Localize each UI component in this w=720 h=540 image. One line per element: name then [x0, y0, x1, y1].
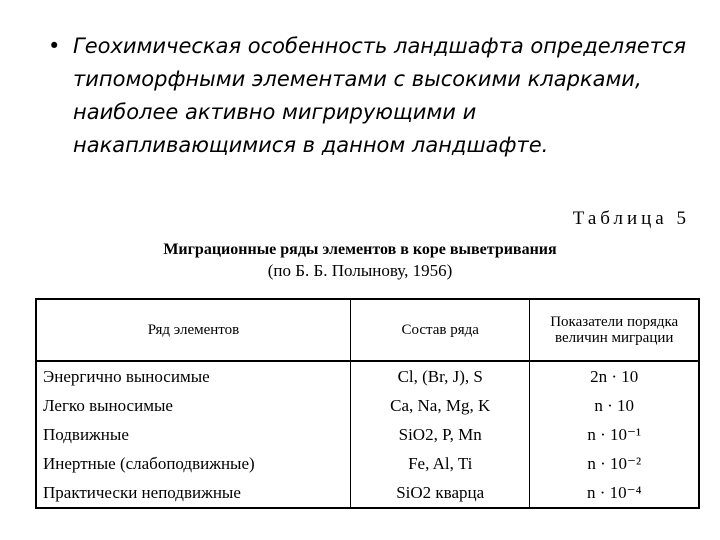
migration-table	[35, 298, 700, 509]
table-title: Миграционные ряды элементов в коре выветривания	[163, 241, 557, 258]
header-composition: Состав ряда	[350, 299, 530, 361]
table-header-row	[36, 299, 699, 361]
cell-series: Практически неподвижные	[43, 482, 241, 502]
bullet-text: Геохимическая особенность ландшафта определяется типоморфными элементами с высокими кларками, наиболее активно мигрирующими и накапливающимися в данном ландшафте.	[73, 34, 687, 157]
cell-series: Подвижные	[43, 424, 129, 444]
table-row	[36, 478, 699, 508]
cell-series: Инертные (слабоподвижные)	[43, 453, 255, 473]
cell-rate: n · 10⁻¹	[530, 420, 699, 449]
cell-series: Энергично выносимые	[43, 366, 210, 386]
cell-composition: Ca, Na, Mg, K	[350, 391, 530, 420]
table-subtitle: (по Б. Б. Полынову, 1956)	[267, 261, 453, 280]
cell-rate: 2n · 10	[530, 361, 699, 391]
cell-rate: n · 10⁻²	[530, 449, 699, 478]
cell-composition: SiO2, P, Mn	[350, 420, 530, 449]
cell-composition: Cl, (Br, J), S	[350, 361, 530, 391]
table-row	[36, 420, 699, 449]
cell-series: Легко выносимые	[43, 395, 173, 415]
bullet-point	[48, 30, 688, 162]
cell-composition: Fe, Al, Ti	[350, 449, 530, 478]
table-row	[36, 449, 699, 478]
table-number: Таблица 5	[572, 208, 690, 229]
header-series: Ряд элементов	[36, 299, 350, 361]
cell-rate: n · 10	[530, 391, 699, 420]
table-row	[36, 391, 699, 420]
table-row	[36, 361, 699, 391]
cell-composition: SiO2 кварца	[350, 478, 530, 508]
cell-rate: n · 10⁻⁴	[530, 478, 699, 508]
header-rate: Показатели порядка величин миграции	[530, 299, 699, 361]
bullet-marker: •	[48, 34, 61, 58]
